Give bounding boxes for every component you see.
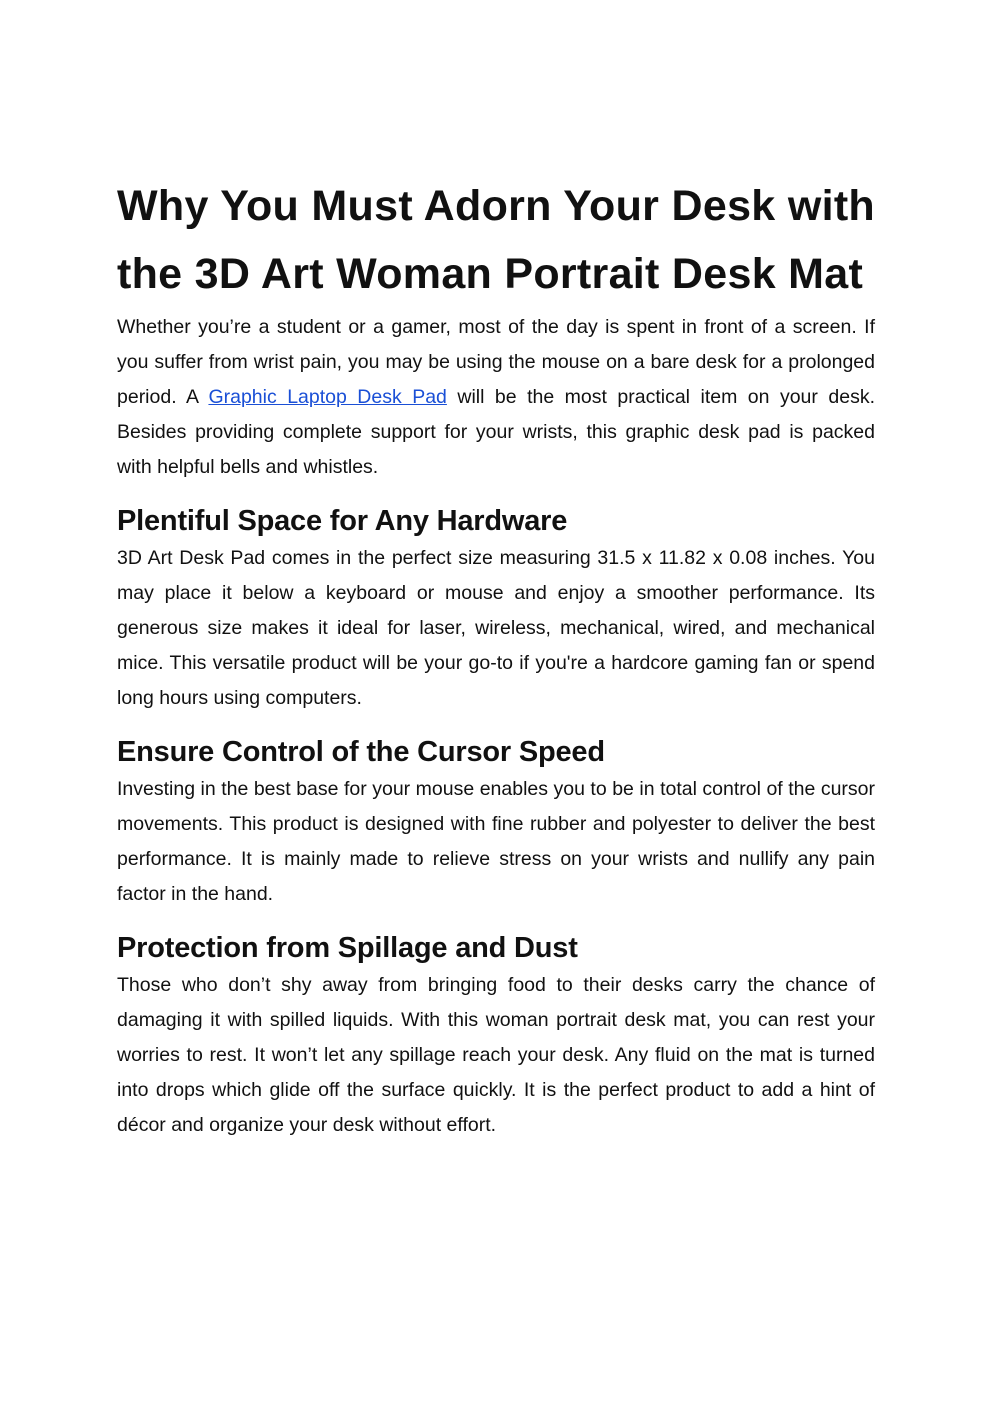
section-heading: Plentiful Space for Any Hardware: [117, 505, 568, 537]
section-body: 3D Art Desk Pad comes in the perfect size measuring 31.5 x 11.82 x 0.08 inches. You may place it below a keyboard or mouse and enjoy a smoother performance. Its generous size makes it ideal for laser, wireless, mechanical, wired, and mechanical mice. This versatile product will be your go-to if you're a hardcore gaming fan or spend long hours using computers.: [117, 547, 875, 709]
document-title: [117, 172, 875, 308]
section-body: Those who don’t shy away from bringing food to their desks carry the chance of damaging it with spilled liquids. With this woman portrait desk mat, you can rest your worries to rest. It won’t let any spillage reach your desk. Any fluid on the mat is turned into drops which glide off the surface quickly. It is the perfect product to add a hint of décor and organize your desk without effort.: [117, 974, 875, 1136]
intro-text-after-link: will be the most practical item on your desk. Besides providing complete support for your wrists, this graphic desk pad is packed with helpful bells and whistles.: [117, 386, 875, 478]
graphic-laptop-desk-pad-link[interactable]: Graphic Laptop Desk Pad: [208, 386, 447, 408]
document-page: [117, 172, 875, 1143]
section-body: Investing in the best base for your mouse enables you to be in total control of the cursor movements. This product is designed with fine rubber and polyester to deliver the best performance. It is mainly made to relieve stress on your wrists and nullify any pain factor in the hand.: [117, 778, 875, 905]
intro-paragraph: [117, 310, 875, 485]
title-line-2: the 3D Art Woman Portrait Desk Mat: [117, 250, 864, 298]
section-heading: Ensure Control of the Cursor Speed: [117, 736, 605, 768]
title-line-1: Why You Must Adorn Your Desk with: [117, 182, 875, 230]
section-plentiful-space: [117, 501, 875, 716]
section-heading: Protection from Spillage and Dust: [117, 932, 578, 964]
intro-text-before-link: Whether you’re a student or a gamer, most of the day is spent in front of a screen. If you suffer from wrist pain, you may be using the mouse on a bare desk for a prolonged period. A: [117, 316, 875, 408]
section-spillage-protection: [117, 928, 875, 1143]
section-cursor-control: [117, 732, 875, 912]
